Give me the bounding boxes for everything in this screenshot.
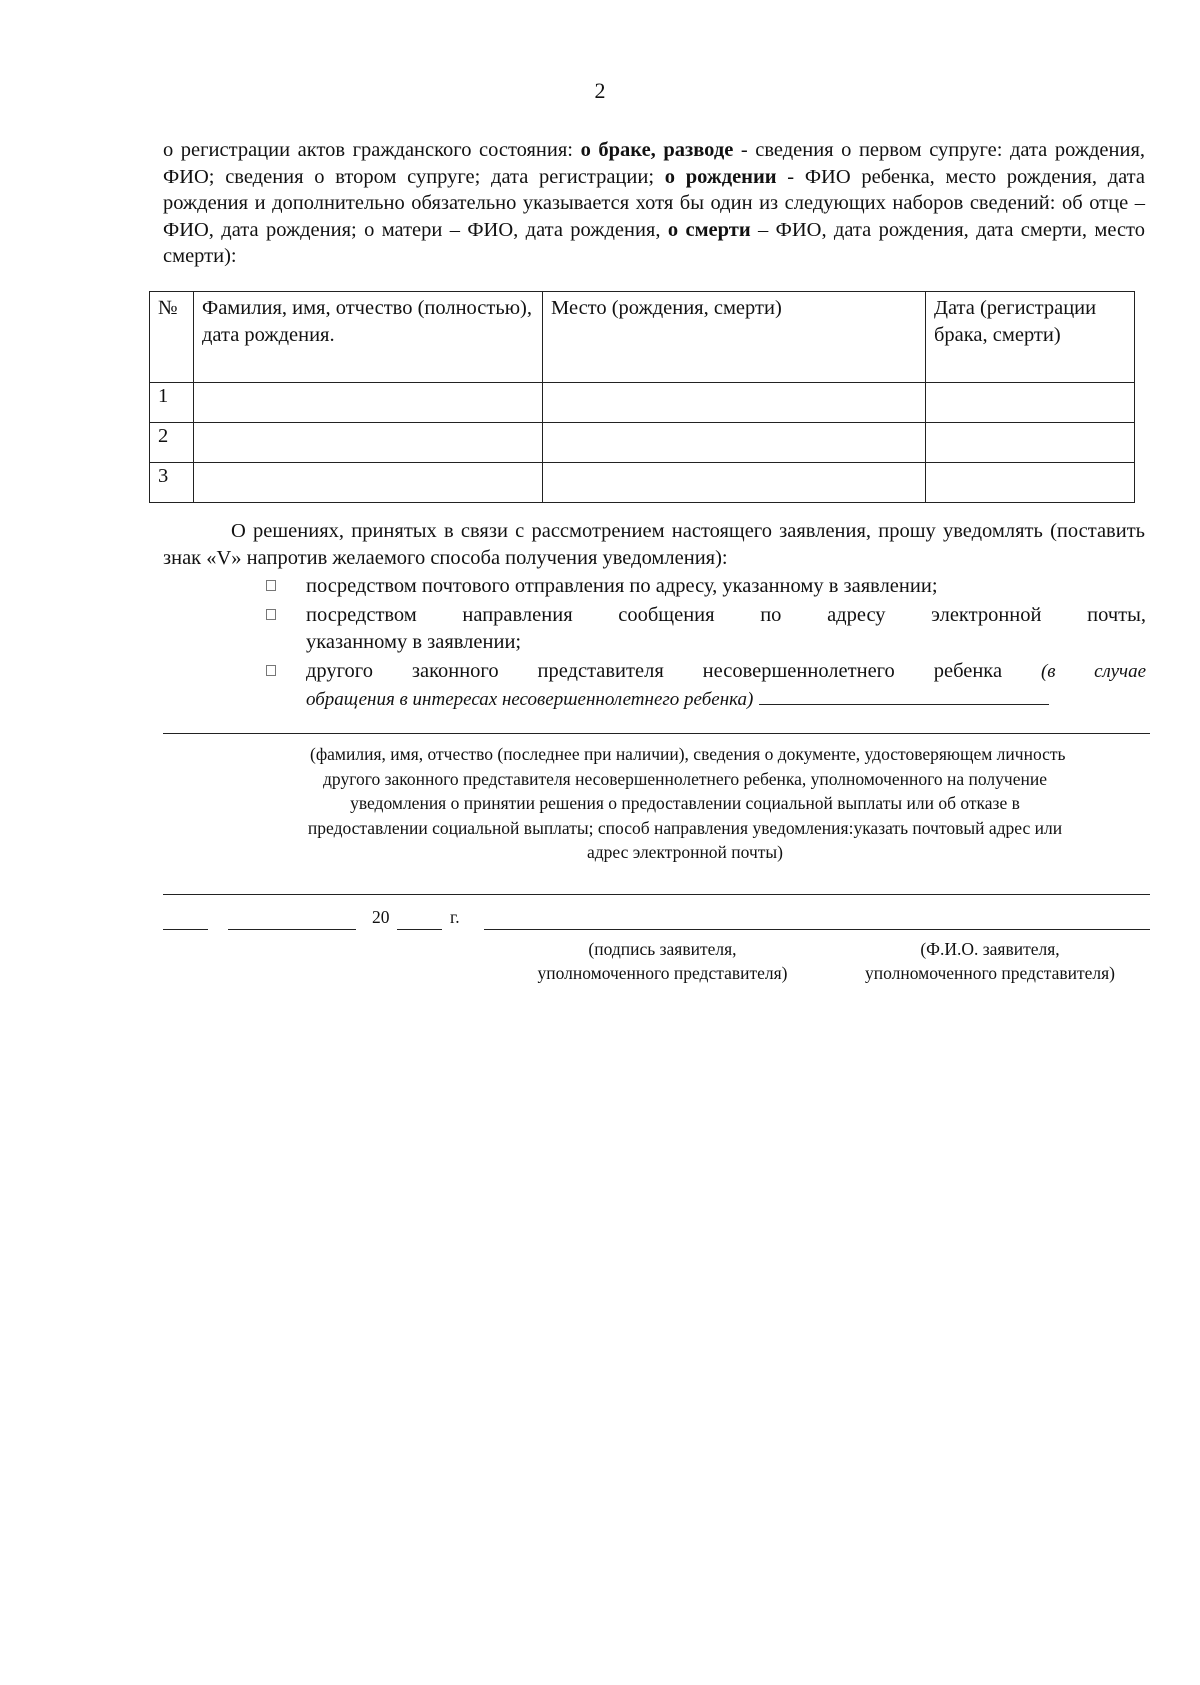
signature-caption-line-2: уполномоченного представителя) [537,963,788,983]
signature-caption [505,937,820,985]
registration-table [149,291,1135,503]
representative-caption [220,742,1150,865]
day-input-line[interactable] [163,929,208,930]
table-row [150,423,1135,463]
month-input-line[interactable] [228,929,356,930]
option-representative-note-a: (в случае [1040,661,1146,682]
cell-date[interactable] [926,463,1135,503]
page-number: 2 [594,78,606,103]
cell-full-name[interactable] [194,423,543,463]
caption-line-3: уведомления о принятии решения о предоставлении социальной выплаты или об отказе в [350,793,1020,813]
cell-place[interactable] [543,463,926,503]
table-row [150,383,1135,423]
fio-caption-line-1: (Ф.И.О. заявителя, [920,939,1060,959]
signature-caption-line-1: (подпись заявителя, [588,939,737,959]
representative-details-line[interactable] [163,733,1150,734]
fio-caption [830,937,1150,985]
intro-text-4: – ФИО, дата рождения, дата смерти, место смерти): [163,218,1145,267]
notification-paragraph: О решениях, принятых в связи с рассмотрением настоящего заявления, прошу уведомлять (поставить знак «V» напротив желаемого способа получения уведомления): [163,520,1145,569]
table-header-row [150,292,1135,383]
intro-text-1: о регистрации актов гражданского состояния: [163,139,581,161]
header-date: Дата (регистрации брака, смерти) [926,292,1135,383]
intro-bold-death: о смерти [667,218,751,241]
option-postal-label: посредством почтового отправления по адресу, указанному в заявлении; [306,575,938,597]
row-number: 2 [150,423,194,463]
option-representative-note-b: обращения в интересах несовершеннолетнего ребенка) [306,688,754,710]
row-number: 1 [150,383,194,423]
intro-text-2: - сведения о первом супруге: дата рождения, ФИО; сведения о втором супруге; дата регистрации; [163,139,1146,188]
option-representative [266,658,1146,713]
option-representative-cont [306,686,1146,714]
year-suffix: г. [450,907,460,927]
cell-full-name[interactable] [194,463,543,503]
year-prefix: 20 [372,907,390,927]
representative-input-line[interactable] [759,686,1049,705]
header-number: № [150,292,194,383]
option-email [266,602,1146,655]
header-place: Место (рождения, смерти) [543,292,926,383]
year-input-line[interactable] [397,929,442,930]
intro-bold-birth: о рождении [664,165,777,188]
caption-line-1: (фамилия, имя, отчество (последнее при наличии), сведения о документе, удостоверяющем личность [310,744,1066,764]
checkbox-email[interactable] [266,609,276,620]
option-representative-main: другого законного представителя несовершеннолетнего ребенка [306,660,1003,682]
cell-date[interactable] [926,423,1135,463]
table-row [150,463,1135,503]
separator-line [163,894,1150,895]
option-representative-label [306,658,1146,686]
intro-bold-marriage: о браке, разводе [580,139,734,161]
row-number: 3 [150,463,194,503]
caption-line-5: адрес электронной почты) [586,842,783,862]
intro-paragraph [163,137,1145,270]
cell-place[interactable] [543,423,926,463]
intro-text-3: - ФИО ребенка, место рождения, дата рождения и дополнительно обязательно указывается хотя бы один из следующих наборов сведений: об отце – ФИО, дата рождения; о матери – ФИО, дата рождения, [163,165,1145,241]
caption-line-4: предоставлении социальной выплаты; способ направления уведомления:указать почтовый адрес или [307,817,1063,838]
cell-date[interactable] [926,383,1135,423]
option-postal [266,573,1146,600]
cell-full-name[interactable] [194,383,543,423]
cell-place[interactable] [543,383,926,423]
header-full-name: Фамилия, имя, отчество (полностью), дата рождения. [194,292,543,383]
option-email-label-cont: указанному в заявлении; [306,630,522,653]
signature-input-line[interactable] [484,929,1150,930]
option-email-label: посредством направления сообщения по адресу электронной почты, [306,604,1146,626]
checkbox-representative[interactable] [266,665,276,676]
checkbox-postal[interactable] [266,580,276,591]
fio-caption-line-2: уполномоченного представителя) [864,963,1116,983]
caption-line-2: другого законного представителя несовершеннолетнего ребенка, уполномоченного на получение [323,768,1047,789]
